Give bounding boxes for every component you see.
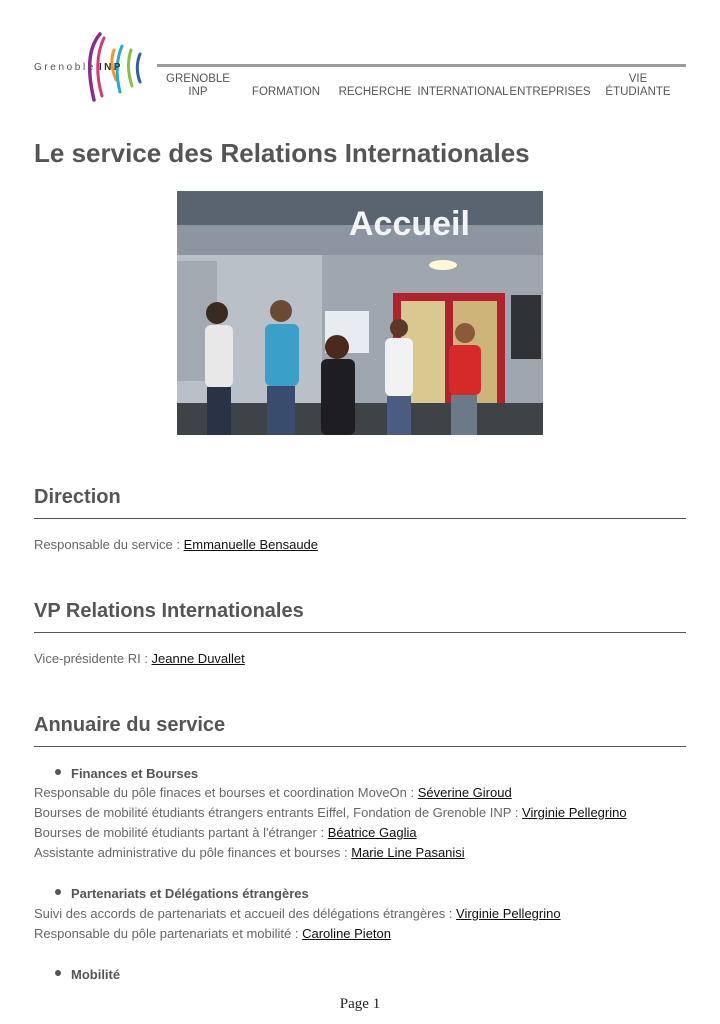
directory-row — [34, 906, 561, 922]
nav-item-recherche[interactable]: RECHERCHE — [338, 86, 412, 98]
group-title: Mobilité — [71, 967, 121, 982]
group-title: Partenariats et Délégations étrangères — [71, 886, 309, 901]
row-label: Responsable du pôle finaces et bourses et coordination MoveOn : — [34, 785, 418, 800]
nav-item-formation[interactable]: FORMATION — [251, 86, 321, 98]
nav-item-grenoble-inp[interactable] — [159, 73, 237, 99]
section-heading-direction: Direction — [34, 486, 121, 508]
nav-label-line2: ÉTUDIANTE — [605, 86, 671, 98]
logo-inp-text: INP — [99, 62, 123, 73]
person-link[interactable]: Emmanuelle Bensaude — [183, 537, 319, 552]
section-heading-vp: VP Relations Internationales — [34, 600, 304, 622]
row-label: Vice-présidente RI : — [34, 651, 152, 666]
bullet-icon — [55, 970, 61, 976]
reception-photo — [177, 191, 543, 435]
row-label: Responsable du service : — [34, 537, 184, 552]
page-title: Le service des Relations Internationales — [34, 138, 530, 168]
nav-item-entreprises[interactable]: ENTREPRISES — [509, 86, 591, 98]
group-title: Finances et Bourses — [71, 766, 199, 781]
nav-divider — [157, 64, 686, 67]
row-label: Suivi des accords de partenariats et accueil des délégations étrangères : — [34, 906, 457, 921]
person-link[interactable]: Virginie Pellegrino — [522, 805, 627, 820]
nav-item-vie-etudiante[interactable] — [599, 73, 677, 99]
directory-row — [34, 825, 417, 841]
page-number: Page 1 — [339, 996, 381, 1012]
nav-label-line1: GRENOBLE — [166, 73, 230, 85]
row-label: Assistante administrative du pôle finances et bourses : — [34, 845, 352, 860]
directory-row — [34, 845, 465, 861]
direction-row — [34, 537, 318, 553]
nav-item-international[interactable]: INTERNATIONAL — [417, 86, 509, 98]
person-link[interactable]: Caroline Pieton — [302, 926, 391, 941]
row-label: Responsable du pôle partenariats et mobilité : — [34, 926, 303, 941]
photo-sign-text: Accueil — [349, 205, 470, 243]
vp-row — [34, 651, 245, 667]
person-link[interactable]: Marie Line Pasanisi — [351, 845, 465, 860]
directory-row — [34, 926, 391, 942]
row-label: Bourses de mobilité étudiants partant à l'étranger : — [34, 825, 328, 840]
row-label: Bourses de mobilité étudiants étrangers entrants Eiffel, Fondation de Grenoble INP : — [34, 805, 523, 820]
bullet-icon — [55, 889, 61, 895]
section-rule — [34, 746, 686, 747]
person-link[interactable]: Séverine Giroud — [417, 785, 512, 800]
section-rule — [34, 518, 686, 519]
section-heading-annuaire: Annuaire du service — [34, 714, 226, 736]
person-link[interactable]: Béatrice Gaglia — [327, 825, 417, 840]
nav-label-line2: INP — [188, 86, 208, 98]
section-rule — [34, 632, 686, 633]
directory-row — [34, 785, 512, 801]
nav-label-line1: VIE — [628, 73, 648, 85]
directory-row — [34, 805, 627, 821]
person-link[interactable]: Jeanne Duvallet — [151, 651, 245, 666]
bullet-icon — [55, 769, 61, 775]
logo-text: Grenoble — [34, 62, 96, 73]
main-nav — [157, 72, 686, 102]
grenoble-inp-logo[interactable] — [30, 30, 145, 108]
person-link[interactable]: Virginie Pellegrino — [456, 906, 561, 921]
